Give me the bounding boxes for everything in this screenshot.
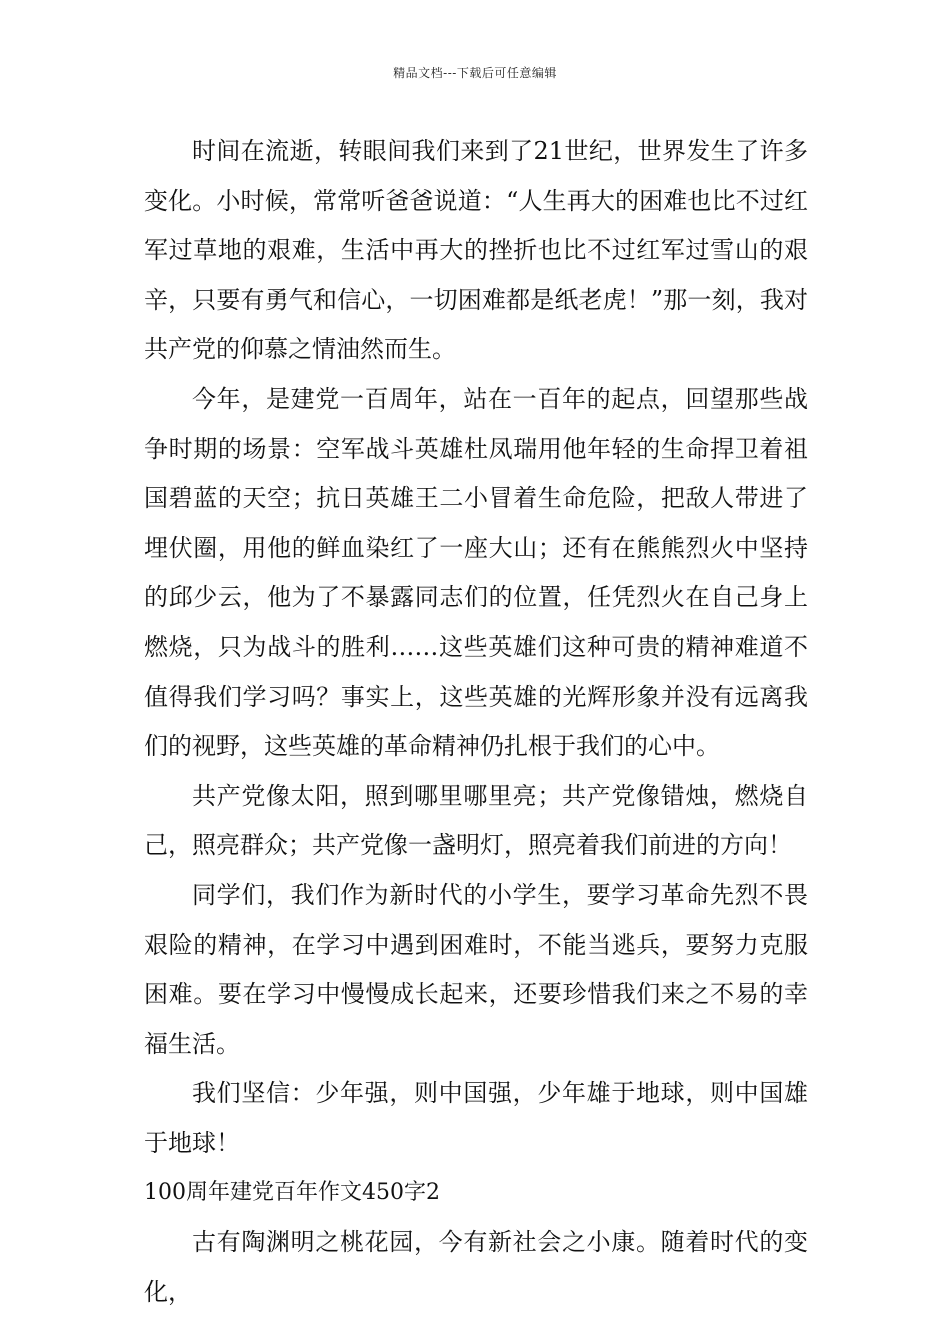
paragraph-4: 同学们，我们作为新时代的小学生，要学习革命先烈不畏艰险的精神，在学习中遇到困难时，不能当逃兵，要努力克服困难。要在学习中慢慢成长起来，还要珍惜我们来之不易的幸福生活。: [144, 880, 808, 1058]
paragraph-6: 古有陶渊明之桃花园，今有新社会之小康。随着时代的变化，: [144, 1228, 808, 1306]
section-heading: 100周年建党百年作文450字2: [144, 1180, 440, 1206]
paragraph-3: 共产党像太阳，照到哪里哪里亮；共产党像错烛，燃烧自己，照亮群众；共产党像一盏明灯，照亮着我们前进的方向！: [144, 781, 808, 860]
document-body: [144, 127, 808, 1317]
paragraph-5: 我们坚信：少年强，则中国强，少年雄于地球，则中国雄于地球！: [144, 1079, 808, 1157]
paragraph-1: 时间在流逝，转眼间我们来到了21世纪，世界发生了许多变化。小时候，常常听爸爸说道：“人生再大的困难也比不过红军过草地的艰难，生活中再大的挫折也比不过红军过雪山的艰辛，只要有勇气和信心，一切困难都是纸老虎！”那一刻，我对共产党的仰慕之情油然而生。: [144, 137, 808, 364]
page-header: 精品文档---下载后可任意编辑: [393, 66, 557, 80]
paragraph-2: 今年，是建党一百周年，站在一百年的起点，回望那些战争时期的场景：空军战斗英雄杜凤瑞用他年轻的生命捍卫着祖国碧蓝的天空；抗日英雄王二小冒着生命危险，把敌人带进了埋伏圈，用他的鲜血染红了一座大山；还有在熊熊烈火中坚持的邱少云，他为了不暴露同志们的位置，任凭烈火在自己身上燃烧，只为战斗的胜利……这些英雄们这种可贵的精神难道不值得我们学习吗？事实上，这些英雄的光辉形象并没有远离我们的视野，这些英雄的革命精神仍扎根于我们的心中。: [144, 384, 808, 761]
